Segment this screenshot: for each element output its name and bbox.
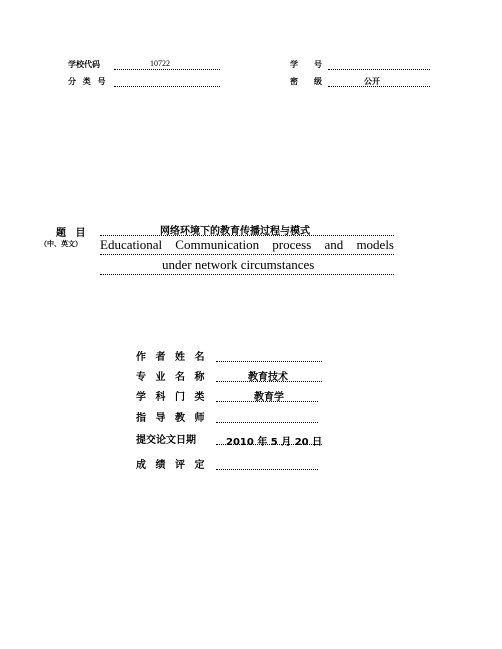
major-label: 专 业 名 称 bbox=[136, 372, 205, 383]
discipline-field bbox=[216, 388, 318, 402]
major-value: 教育技术 bbox=[248, 372, 288, 383]
school-code-field bbox=[114, 59, 220, 70]
grade-field bbox=[216, 456, 318, 470]
date-field bbox=[216, 431, 323, 448]
date-label: 提交论文日期 bbox=[136, 435, 196, 446]
title-zh-line bbox=[100, 222, 394, 236]
discipline-value: 教育学 bbox=[254, 392, 284, 403]
student-no-field bbox=[328, 59, 430, 70]
author-label: 作 者 姓 名 bbox=[136, 352, 205, 363]
title-sub-label: （中、英文） bbox=[40, 240, 82, 248]
title-en-line-1 bbox=[100, 237, 394, 255]
title-en-line-2 bbox=[100, 257, 394, 275]
title-label: 题 目 bbox=[56, 228, 89, 239]
title-zh: 网络环境下的教育传播过程与模式 bbox=[160, 226, 310, 237]
secrecy-field bbox=[328, 76, 430, 87]
advisor-field bbox=[216, 409, 318, 423]
school-code-value: 10722 bbox=[150, 59, 170, 68]
date-value: 2010 年 5 月 20 日 bbox=[226, 437, 323, 448]
author-field bbox=[216, 348, 322, 362]
secrecy-value: 公开 bbox=[364, 77, 380, 86]
advisor-label: 指 导 教 师 bbox=[136, 413, 205, 424]
title-en-1: Educational Communication process and models bbox=[100, 237, 394, 252]
classification-label: 分 类 号 bbox=[68, 77, 108, 86]
secrecy-label: 密 级 bbox=[290, 77, 326, 86]
student-no-label: 学 号 bbox=[290, 60, 326, 69]
discipline-label: 学 科 门 类 bbox=[136, 392, 205, 403]
school-code-label: 学校代码 bbox=[68, 60, 100, 69]
classification-field bbox=[114, 76, 220, 87]
title-en-2: under network circumstances bbox=[162, 257, 315, 272]
grade-label: 成 绩 评 定 bbox=[136, 460, 205, 471]
major-field bbox=[216, 368, 322, 382]
